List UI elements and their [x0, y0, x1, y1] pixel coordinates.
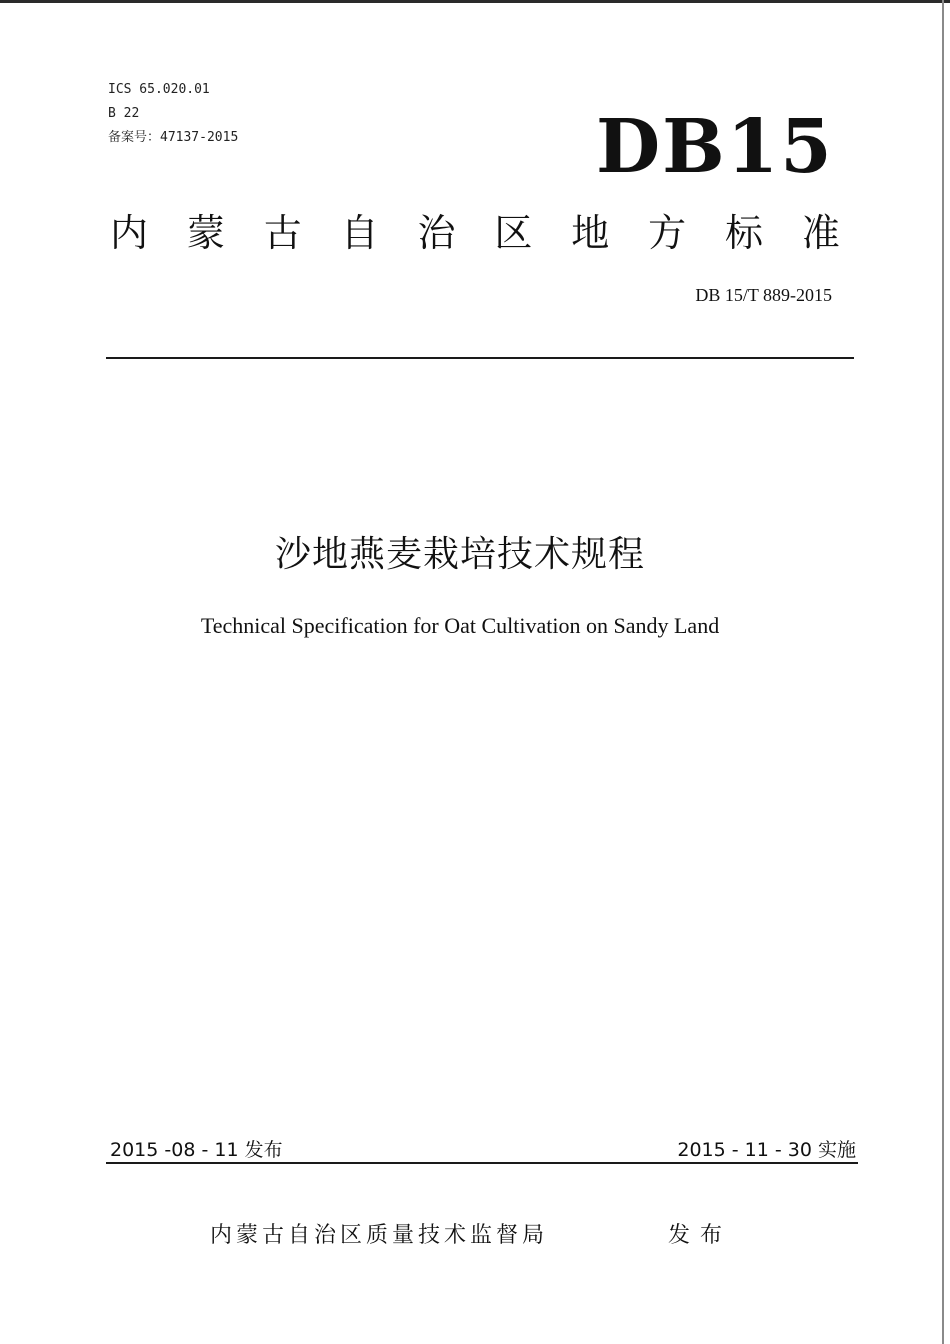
document-title-chinese: 沙地燕麦栽培技术规程 — [274, 534, 645, 575]
authority-title — [110, 208, 840, 258]
authority-title-char: 治 — [417, 211, 456, 255]
filing-number: 备案号：47137-2015 — [108, 130, 239, 145]
authority-title-char: 自 — [340, 211, 379, 255]
authority-title-char: 准 — [801, 211, 840, 255]
authority-title-char: 方 — [648, 211, 687, 255]
standard-number: DB 15/T 889-2015 — [695, 285, 832, 305]
authority-title-char: 内 — [110, 211, 149, 255]
ics-code: ICS 65.020.01 — [108, 82, 210, 97]
issuing-authority: 内蒙古自治区质量技术监督局 — [210, 1223, 549, 1248]
scan-top-edge — [0, 0, 950, 3]
effective-date: 2015 - 11 - 30 实施 — [677, 1139, 856, 1161]
authority-title-char: 标 — [725, 211, 764, 255]
publish-date: 2015 -08 - 11 发布 — [110, 1139, 283, 1161]
ccs-code: B 22 — [108, 106, 140, 121]
scan-right-edge — [942, 0, 944, 1344]
document-title-english: Technical Specification for Oat Cultivation on Sandy Land — [200, 613, 720, 638]
authority-title-char: 蒙 — [186, 211, 225, 255]
authority-title-char: 古 — [263, 211, 302, 255]
header-divider — [106, 357, 854, 359]
classification-block — [108, 78, 238, 150]
issuer-action: 发布 — [668, 1223, 733, 1248]
authority-title-char: 区 — [494, 211, 533, 255]
footer-divider — [106, 1162, 858, 1164]
authority-title-char: 地 — [571, 211, 610, 255]
db15-logo: DB15 — [596, 104, 834, 190]
